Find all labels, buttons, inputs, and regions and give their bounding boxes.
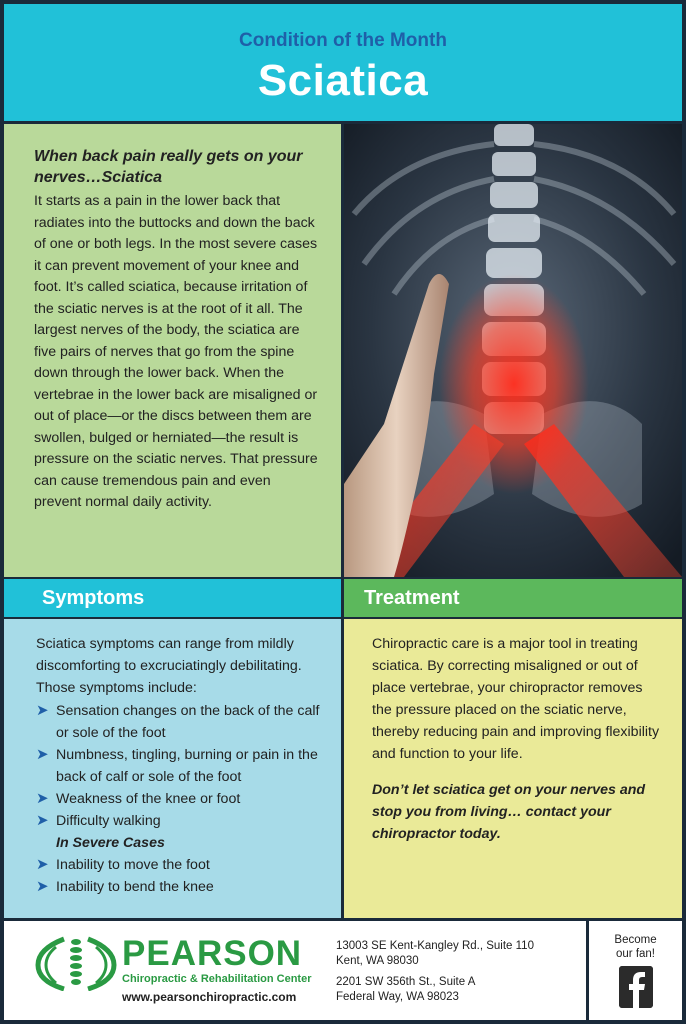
facebook-icon[interactable]	[619, 966, 653, 1008]
intro-lead: When back pain really gets on your nerves…Sciatica	[34, 148, 303, 186]
footer	[4, 921, 682, 1020]
brand-subtitle: Chiropractic & Rehabilitation Center	[122, 973, 312, 985]
fan-text: Become our fan!	[614, 934, 657, 960]
list-item: ➤ Numbness, tingling, burning or pain in the back of calf or sole of the foot	[36, 746, 318, 785]
address-federal-way: 2201 SW 356th St., Suite A Federal Way, WA 98023	[336, 976, 476, 1003]
list-item: ➤ Difficulty walking	[36, 810, 331, 832]
website-link[interactable]: www.pearsonchiropractic.com	[122, 990, 297, 1004]
pearson-logo-icon	[34, 935, 118, 991]
severe-symptoms-list	[36, 854, 331, 898]
treatment-body: Chiropractic care is a major tool in treating sciatica. By correcting misaligned or out of place vertebrae, your chiropractor removes the pressure placed on the sciatic nerve, thereby reducing pain and improving flexibility and function to your life.	[372, 636, 660, 762]
address-kent: 13003 SE Kent-Kangley Rd., Suite 110 Kent, WA 98030	[336, 940, 534, 967]
severe-cases-label: In Severe Cases	[56, 835, 165, 851]
list-item: ➤ Inability to move the foot	[36, 854, 331, 876]
spine-xray-graphic	[344, 124, 682, 577]
intro-body: It starts as a pain in the lower back that radiates into the buttocks and down the back of one or both legs. In the most severe cases it can prevent movement of your knee and foot. It’s called sciatica, because irritation of the sciatic nerves is at the root of it all. The largest nerves of the body, the sciatica are five pairs of nerves that go from the spine down through the lower back. When the vertebrae in the lower back are misaligned or out of place—or the discs between them are swollen, bulged or herniated—the result is pressure on the sciatic nerves. That pressure can cause tremendous pain and even prevent normal daily activity.	[34, 193, 318, 510]
symptoms-panel	[4, 619, 341, 918]
arrow-bullet-icon: ➤	[36, 812, 49, 829]
facebook-fan-box[interactable]	[586, 921, 682, 1020]
list-item: ➤ Inability to bend the knee	[36, 876, 331, 898]
symptoms-heading: Symptoms	[4, 579, 341, 617]
treatment-heading: Treatment	[344, 579, 682, 617]
spine-xray-image	[344, 124, 682, 577]
arrow-bullet-icon: ➤	[36, 878, 49, 895]
brand-name: PEARSON	[122, 934, 303, 973]
header-kicker: Condition of the Month	[239, 30, 447, 51]
arrow-bullet-icon: ➤	[36, 856, 49, 873]
symptoms-intro: Sciatica symptoms can range from mildly discomforting to excruciatingly debilitating. Those symptoms include:	[36, 636, 302, 696]
treatment-call-to-action: Don’t let sciatica get on your nerves and stop you from living… contact your chiropractor today.	[372, 782, 646, 842]
header-banner	[4, 4, 682, 121]
arrow-bullet-icon: ➤	[36, 746, 49, 763]
page-title: Sciatica	[257, 56, 429, 105]
treatment-panel	[344, 619, 682, 918]
symptoms-list	[36, 700, 331, 832]
list-item: ➤ Sensation changes on the back of the calf or sole of the foot	[36, 702, 320, 741]
arrow-bullet-icon: ➤	[36, 790, 49, 807]
list-item: ➤ Weakness of the knee or foot	[36, 788, 331, 810]
intro-panel	[4, 124, 341, 577]
arrow-bullet-icon: ➤	[36, 702, 49, 719]
